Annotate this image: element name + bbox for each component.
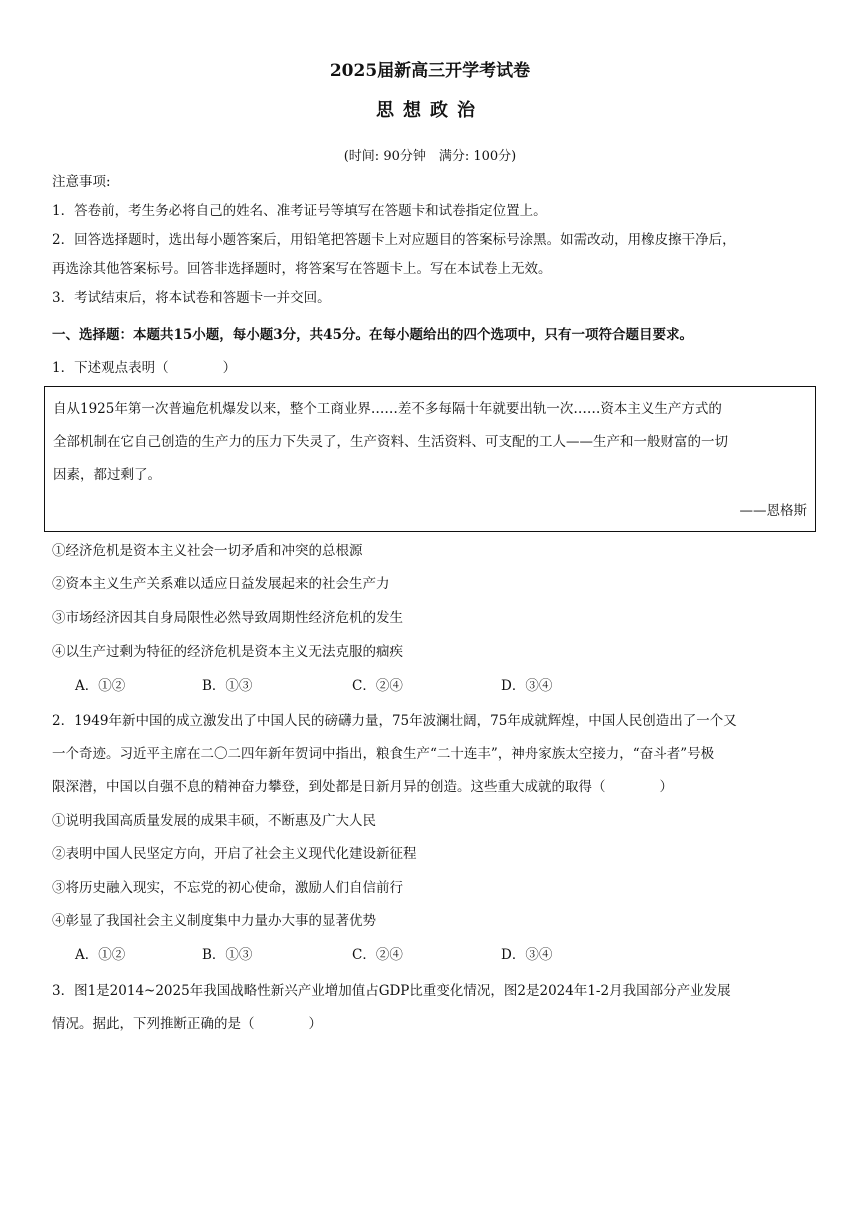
question-1-option-d[interactable]: D．③④ bbox=[501, 678, 553, 694]
question-2-stem: 2．1949年新中国的成立激发出了中国人民的磅礴力量，75年波澜壮阔，75年成就辉煌，中国人民创造出了一个又 bbox=[52, 713, 737, 729]
question-2-option-d[interactable]: D．③④ bbox=[501, 947, 553, 963]
note-item: 再选涂其他答案标号。回答非选择题时，将答案写在答题卡上。写在本试卷上无效。 bbox=[52, 261, 552, 277]
question-1-statement: ①经济危机是资本主义社会一切矛盾和冲突的总根源 bbox=[52, 543, 363, 559]
notes-heading: 注意事项: bbox=[52, 174, 111, 190]
subject-title: 思想政治 bbox=[376, 100, 484, 121]
note-item: 2．回答选择题时，选出每小题答案后，用铅笔把答题卡上对应题目的答案标号涂黑。如需改动，用橡皮擦干净后， bbox=[52, 232, 736, 248]
question-2-option-b[interactable]: B．①③ bbox=[202, 947, 253, 963]
quote-line: 自从1925年第一次普遍危机爆发以来，整个工商业界……差不多每隔十年就要出轨一次……资本主义生产方式的 bbox=[53, 401, 722, 417]
quote-line: 因素，都过剩了。 bbox=[53, 467, 161, 483]
question-2-stem: 限深潜，中国以自强不息的精神奋力攀登，到处都是日新月异的创造。这些重大成就的取得（ ） bbox=[52, 779, 673, 795]
note-item: 3．考试结束后，将本试卷和答题卡一并交回。 bbox=[52, 290, 331, 306]
question-2-statement: ④彰显了我国社会主义制度集中力量办大事的显著优势 bbox=[52, 913, 376, 929]
quote-author: ——恩格斯 bbox=[739, 503, 807, 519]
question-3-stem: 情况。据此，下列推断正确的是（ ） bbox=[52, 1016, 322, 1032]
time-info: (时间: 90分钟 满分: 100分) bbox=[343, 149, 517, 164]
question-1-statement: ②资本主义生产关系难以适应日益发展起来的社会生产力 bbox=[52, 576, 390, 592]
question-1-option-c[interactable]: C．②④ bbox=[352, 678, 403, 694]
note-item: 1．答卷前，考生务必将自己的姓名、准考证号等填写在答题卡和试卷指定位置上。 bbox=[52, 203, 547, 219]
quote-line: 全部机制在它自己创造的生产力的压力下失灵了，生产资料、生活资料、可支配的工人——生产和一般财富的一切 bbox=[53, 434, 728, 450]
question-1-stem: 1．下述观点表明（ ） bbox=[52, 360, 237, 376]
question-1-statement: ③市场经济因其自身局限性必然导致周期性经济危机的发生 bbox=[52, 610, 403, 626]
question-3-stem: 3．图1是2014~2025年我国战略性新兴产业增加值占GDP比重变化情况，图2是2024年1-2月我国部分产业发展 bbox=[52, 983, 731, 999]
question-2-statement: ③将历史融入现实，不忘党的初心使命，激励人们自信前行 bbox=[52, 880, 403, 896]
question-2-statement: ①说明我国高质量发展的成果丰硕，不断惠及广大人民 bbox=[52, 813, 376, 829]
question-2-stem: 一个奇迹。习近平主席在二〇二四年新年贺词中指出，粮食生产“二十连丰”，神舟家族太空接力，“奋斗者”号极 bbox=[52, 746, 715, 762]
question-1-option-b[interactable]: B．①③ bbox=[202, 678, 253, 694]
question-2-option-c[interactable]: C．②④ bbox=[352, 947, 403, 963]
question-2-statement: ②表明中国人民坚定方向，开启了社会主义现代化建设新征程 bbox=[52, 846, 417, 862]
question-1-quote-box bbox=[44, 386, 816, 532]
section-heading: 一、选择题：本题共15小题，每小题3分，共45分。在每小题给出的四个选项中，只有一项符合题目要求。 bbox=[52, 327, 693, 343]
question-2-option-a[interactable]: A．①② bbox=[75, 947, 126, 963]
question-1-option-a[interactable]: A．①② bbox=[75, 678, 126, 694]
exam-title: 2025届新高三开学考试卷 bbox=[329, 61, 531, 81]
question-1-statement: ④以生产过剩为特征的经济危机是资本主义无法克服的痼疾 bbox=[52, 644, 403, 660]
